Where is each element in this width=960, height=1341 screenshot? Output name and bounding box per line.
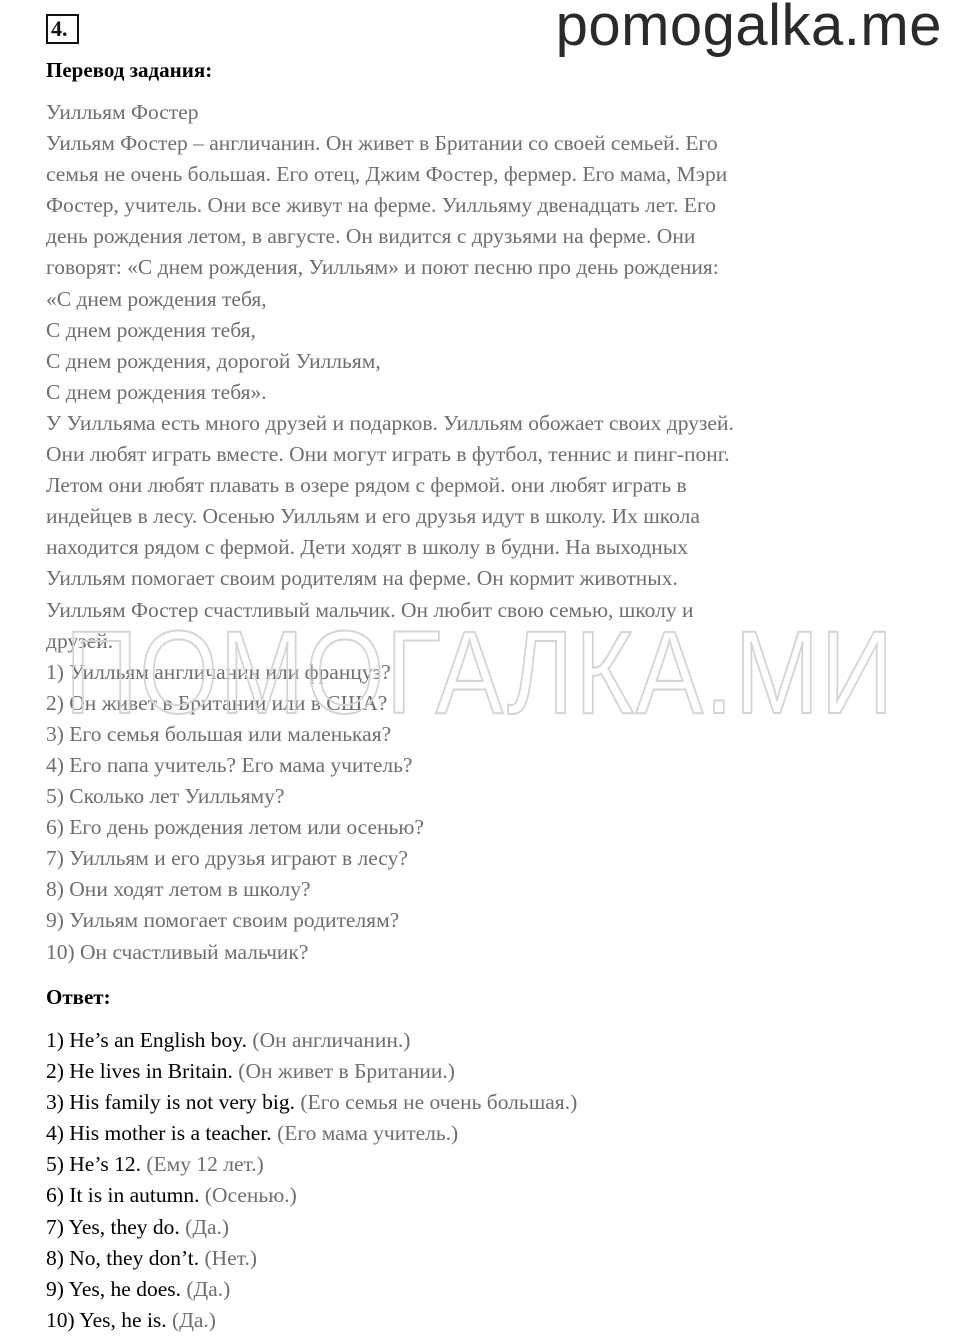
translation-line: Уилльям Фостер	[46, 100, 199, 124]
translation-line: Летом они любят плавать в озере рядом с фермой. они любят играть в	[46, 473, 687, 498]
translation-line: Фостер, учитель. Они все живут на ферме. Уилльяму двенадцать лет. Его	[46, 193, 716, 218]
answer-english: 5) He’s 12.	[46, 1152, 141, 1177]
answer-russian: (Он англичанин.)	[252, 1028, 411, 1052]
answer-russian: (Его мама учитель.)	[277, 1121, 459, 1146]
answer-english: 3) His family is not very big.	[46, 1090, 296, 1115]
translation-line: говорят: «С днем рождения, Уилльям» и поют песню про день рождения:	[46, 255, 719, 280]
answer-english: 2) He lives in Britain.	[46, 1059, 233, 1084]
answer-english: 9) Yes, he does.	[46, 1276, 181, 1301]
answer-english: 4) His mother is a teacher.	[46, 1121, 272, 1146]
translation-line: С днем рождения тебя,	[46, 317, 256, 342]
translation-text	[46, 97, 906, 968]
translation-line: 6) Его день рождения летом или осенью?	[46, 815, 424, 840]
answer-english: 1) He’s an English boy.	[46, 1028, 248, 1052]
answer-item	[46, 1243, 906, 1274]
translation-line: индейцев в лесу. Осенью Уилльям и его друзья идут в школу. Их школа	[46, 504, 700, 529]
answer-item	[46, 1087, 906, 1118]
answer-english: 10) Yes, he is.	[46, 1307, 167, 1332]
answer-russian: (Нет.)	[204, 1245, 257, 1270]
answer-russian: (Ему 12 лет.)	[146, 1152, 264, 1177]
translation-line: 10) Он счастливый мальчик?	[46, 939, 309, 964]
translation-line: семья не очень большая. Его отец, Джим Фостер, фермер. Его мама, Мэри	[46, 162, 728, 187]
answer-russian: (Его семья не очень большая.)	[300, 1090, 578, 1115]
translation-line: 8) Они ходят летом в школу?	[46, 877, 311, 902]
translation-line: 5) Сколько лет Уилльяму?	[46, 784, 285, 809]
translation-heading: Перевод задания:	[46, 58, 213, 82]
translation-line: 4) Его папа учитель? Его мама учитель?	[46, 752, 413, 777]
watermark-text: ПОМОГАЛКА.МИ	[65, 608, 895, 728]
translation-line: 2) Он живет в Британии или в США?	[46, 690, 388, 715]
translation-line: С днем рождения, дорогой Уилльям,	[46, 348, 381, 373]
answer-item	[46, 1180, 906, 1211]
answer-item	[46, 1149, 906, 1180]
translation-line: Уильям Фостер – англичанин. Он живет в Британии со своей семьей. Его	[46, 131, 718, 156]
answer-heading: Ответ:	[46, 985, 111, 1009]
answer-item	[46, 1118, 906, 1149]
answer-russian: (Да.)	[185, 1214, 230, 1239]
answer-list	[46, 1025, 906, 1336]
translation-line: Они любят играть вместе. Они могут играть в футбол, теннис и пинг-понг.	[46, 442, 730, 467]
translation-line: 7) Уилльям и его друзья играют в лесу?	[46, 846, 408, 871]
translation-line: Уилльям Фостер счастливый мальчик. Он любит свою семью, школу и	[46, 597, 694, 622]
answer-english: 8) No, they don’t.	[46, 1245, 200, 1270]
translation-line: друзей.	[46, 628, 114, 653]
answer-item	[46, 1056, 906, 1087]
answer-item	[46, 1025, 906, 1056]
answer-russian: (Да.)	[186, 1276, 231, 1301]
site-logo: pomogalka.me	[555, 0, 942, 58]
translation-line: день рождения летом, в августе. Он видится с друзьями на ферме. Они	[46, 224, 696, 249]
answer-russian: (Осенью.)	[204, 1183, 297, 1208]
translation-line: находится рядом с фермой. Дети ходят в школу в будни. На выходных	[46, 535, 688, 560]
answer-english: 6) It is in autumn.	[46, 1183, 200, 1208]
answer-english: 7) Yes, they do.	[46, 1214, 180, 1239]
translation-line: 3) Его семья большая или маленькая?	[46, 721, 392, 746]
translation-line: «С днем рождения тебя,	[46, 286, 267, 311]
answer-item	[46, 1305, 906, 1336]
translation-line: 1) Уилльям англичанин или француз?	[46, 659, 391, 684]
translation-line: 9) Уильям помогает своим родителям?	[46, 908, 400, 933]
translation-line: С днем рождения тебя».	[46, 379, 267, 404]
answer-russian: (Он живет в Британии.)	[238, 1059, 455, 1084]
answer-item	[46, 1212, 906, 1243]
answer-item	[46, 1274, 906, 1305]
task-number: 4.	[46, 14, 79, 44]
answer-russian: (Да.)	[172, 1307, 216, 1332]
translation-line: У Уилльяма есть много друзей и подарков. Уилльям обожает своих друзей.	[46, 410, 734, 435]
translation-line: Уилльям помогает своим родителям на ферме. Он кормит животных.	[46, 566, 678, 591]
